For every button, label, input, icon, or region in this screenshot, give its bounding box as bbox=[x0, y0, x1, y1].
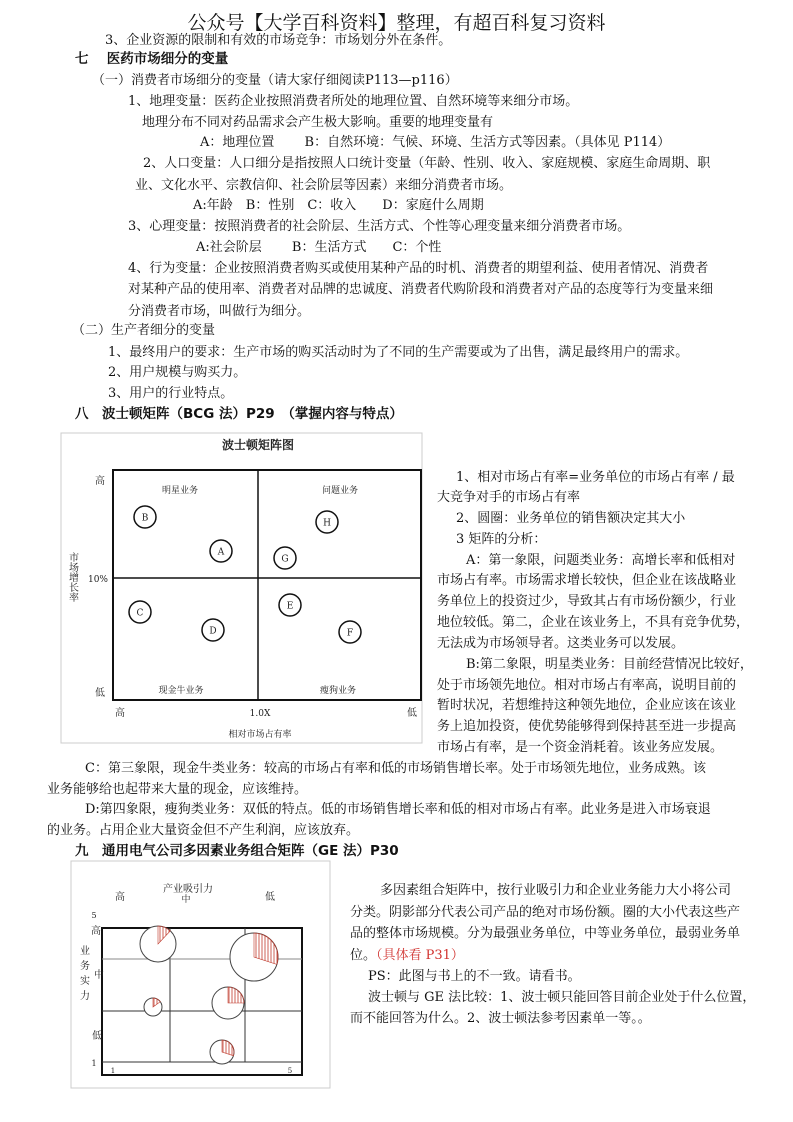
top-tick-high: 高 bbox=[115, 892, 125, 903]
text-line: A：地理位置 B：自然环境：气候、环境、生活方式等因素。（具体见 P114） bbox=[200, 135, 671, 150]
text-line: 暂时状况，若想维持这种领先地位，企业应该在该业 bbox=[437, 698, 737, 713]
bcg-grid bbox=[113, 470, 421, 700]
business-unit-label: F bbox=[346, 628, 354, 639]
business-unit-label: B bbox=[141, 513, 149, 524]
text-line: 大竞争对手的市场占有率 bbox=[437, 490, 581, 505]
text-line: 3 矩阵的分析： bbox=[456, 532, 547, 547]
text-line: A：第一象限，问题类业务：高增长率和低相对 bbox=[466, 553, 736, 568]
text-line: 品的整体市场规模。分为最强业务单位，中等业务单位，最弱业务单 bbox=[350, 926, 741, 941]
text-line: 1、最终用户的要求：生产市场的购买活动时为了不同的生产需要或为了出售，满足最终用户的需求。 bbox=[108, 345, 689, 360]
text-line: 对某种产品的使用率、消费者对品牌的忠诚度、消费者代购阶段和消费者对产品的态度等行为变量来细 bbox=[128, 282, 714, 297]
x-axis-label: 相对市场占有率 bbox=[228, 730, 292, 740]
text-line: 2、圆圈：业务单位的销售额决定其大小 bbox=[456, 511, 686, 526]
text-line: 分类。阴影部分代表公司产品的绝对市场份额。圈的大小代表这些产 bbox=[350, 905, 741, 920]
subsection-heading: （一）消费者市场细分的变量（请大家仔细阅读P113—p116） bbox=[92, 73, 458, 88]
left-axis-label: 业务实力 bbox=[77, 945, 89, 1005]
text: 位。 bbox=[350, 948, 377, 963]
section-heading-8: 八 波士顿矩阵（BCG 法）P29 （掌握内容与特点） bbox=[75, 406, 403, 422]
y-axis-label: 市场增长率 bbox=[66, 552, 78, 602]
bcg-title: 波士顿矩阵图 bbox=[221, 438, 295, 452]
business-unit-label: A bbox=[217, 547, 225, 558]
top-tick-mid: 中 bbox=[181, 895, 191, 905]
x-tick-5: 5 bbox=[287, 1067, 293, 1075]
text-line: 2、用户规模与购买力。 bbox=[108, 365, 247, 380]
text-line: 1、相对市场占有率=业务单位的市场占有率 / 最 bbox=[456, 470, 735, 485]
x-tick-1: 1 bbox=[110, 1067, 116, 1075]
text-line: 地理分布不同对药品需求会产生极大影响。重要的地理变量有 bbox=[142, 115, 494, 130]
text-line: 市场占有率。市场需求增长较快，但企业在该战略业 bbox=[437, 573, 737, 588]
text-line: D:第四象限，瘦狗类业务：双低的特点。低的市场销售增长率和低的相对市场占有率。此业务是进入市场衰退 bbox=[85, 802, 711, 817]
text-line: 而不能回答为什么。2、波士顿法参考因素单一等。。 bbox=[350, 1011, 651, 1026]
x-tick-mid: 1.0X bbox=[249, 709, 271, 719]
business-unit-label: E bbox=[286, 601, 294, 612]
left-tick-mid: 中 bbox=[94, 970, 104, 981]
left-tick-low: 低 bbox=[92, 1031, 102, 1042]
top-axis-label: 产业吸引力 bbox=[163, 884, 213, 895]
text-line: 3、心理变量：按照消费者的社会阶层、生活方式、个性等心理变量来细分消费者市场。 bbox=[128, 219, 631, 234]
y-tick-low: 低 bbox=[95, 688, 105, 699]
quadrant-question: 问题业务 bbox=[321, 486, 359, 496]
text-line: 无法成为市场领导者。这类业务可以发展。 bbox=[437, 636, 685, 651]
business-unit-label: D bbox=[209, 626, 217, 637]
quadrant-star: 明星业务 bbox=[161, 486, 199, 496]
subsection-heading: （二）生产者细分的变量 bbox=[72, 323, 216, 338]
section-heading-7: 七 医药市场细分的变量 bbox=[75, 51, 229, 67]
text-line: 业、文化水平、宗教信仰、社会阶层等因素）来细分消费者市场。 bbox=[135, 178, 513, 193]
page-reference: （具体看 P31） bbox=[376, 948, 464, 963]
text-line: 3、企业资源的限制和有效的市场竞争：市场划分外在条件。 bbox=[105, 33, 452, 48]
text-line: 的业务。占用企业大量资金但不产生利润，应该放弃。 bbox=[47, 823, 360, 838]
text-line: 市场占有率，是一个资金消耗着。该业务应发展。 bbox=[437, 740, 724, 755]
text-line: 2、人口变量：人口细分是指按照人口统计变量（年龄、性别、收入、家庭规模、家庭生命周期、职 bbox=[143, 156, 711, 171]
text-line: A:社会阶层 B：生活方式 C：个性 bbox=[196, 240, 442, 255]
text-line: 多因素组合矩阵中，按行业吸引力和企业业务能力大小将公司 bbox=[380, 883, 732, 898]
text-line: B:第二象限，明星类业务：目前经营情况比较好， bbox=[466, 657, 753, 672]
y-tick-high: 高 bbox=[95, 476, 105, 487]
text-line: 3、用户的行业特点。 bbox=[108, 386, 234, 401]
text-line: 1、地理变量：医药企业按照消费者所处的地理位置、自然环境等来细分市场。 bbox=[128, 94, 579, 109]
y-tick-1: 1 bbox=[91, 1059, 97, 1068]
x-tick-high: 高 bbox=[115, 708, 125, 719]
x-tick-low: 低 bbox=[407, 708, 417, 719]
text-line: 地位较低。第二，企业在该业务上，不具有竞争优势， bbox=[437, 615, 750, 630]
top-tick-low: 低 bbox=[265, 892, 275, 903]
text-line: C：第三象限，现金牛类业务：较高的市场占有率和低的市场销售增长率。处于市场领先地位，业务成熟。该 bbox=[85, 761, 706, 776]
text-line: PS：此图与书上的不一致。请看书。 bbox=[368, 969, 581, 984]
left-tick-high: 高 bbox=[91, 926, 101, 937]
text-line: 务单位上的投资过少，导致其占有市场份额少，行业 bbox=[437, 594, 737, 609]
section-heading-9: 九 通用电气公司多因素业务组合矩阵（GE 法）P30 bbox=[75, 843, 399, 859]
text-line: 处于市场领先地位。相对市场占有率高，说明目前的 bbox=[437, 678, 737, 693]
business-unit-label: C bbox=[136, 608, 144, 619]
y-tick-5: 5 bbox=[91, 911, 97, 920]
watermark-header: 公众号【大学百科资料】整理，有超百科复习资料 bbox=[187, 12, 606, 34]
text-line: 波士顿与 GE 法比较：1、波士顿只能回答目前企业处于什么位置， bbox=[368, 990, 756, 1005]
text-line: 务上追加投资，使优势能够得到保持甚至进一步提高 bbox=[437, 719, 737, 734]
quadrant-cash-cow: 现金牛业务 bbox=[158, 686, 204, 696]
business-unit-label: G bbox=[281, 554, 289, 565]
business-unit-label: H bbox=[323, 518, 331, 529]
text-line: 分消费者市场，叫做行为细分。 bbox=[128, 304, 311, 319]
text-line: 4、行为变量：企业按照消费者购买或使用某种产品的时机、消费者的期望利益、使用者情况、消费者 bbox=[128, 261, 709, 276]
text-line bbox=[350, 947, 464, 965]
text-line: 业务能够给也起带来大量的现金，应该维持。 bbox=[47, 782, 308, 797]
text-line: A:年龄 B：性别 C：收入 D：家庭什么周期 bbox=[193, 198, 484, 213]
quadrant-dog: 瘦狗业务 bbox=[319, 686, 357, 696]
y-tick-mid: 10% bbox=[87, 575, 109, 585]
